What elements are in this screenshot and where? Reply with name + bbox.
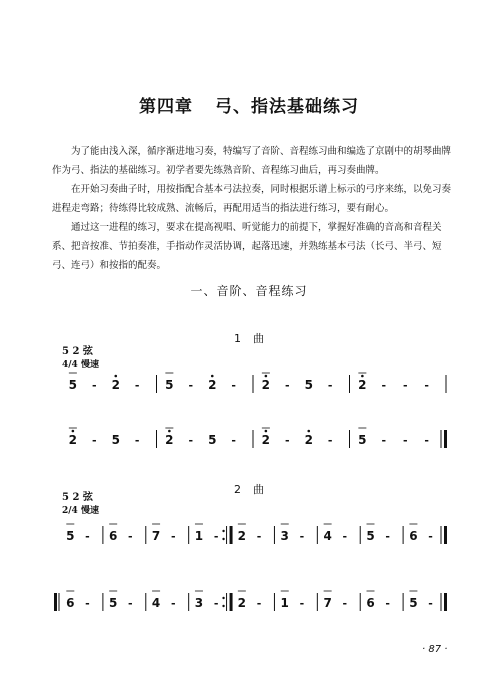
note: 2 bbox=[111, 378, 120, 392]
note: 2 bbox=[237, 596, 247, 610]
dash-sustain: - bbox=[424, 379, 429, 392]
note: 2 bbox=[358, 378, 367, 392]
chapter-number: 第四章 bbox=[139, 97, 193, 117]
note: 5 bbox=[304, 378, 313, 392]
repeat-start-thick bbox=[54, 593, 57, 611]
note: 4 bbox=[151, 596, 161, 610]
intro-paragraph-2-text: 在开始习奏曲子时，用按指配合基本弓法拉奏，同时根据乐谱上标示的弓序来练，以免习奏进程走弯路；待练得比较成熟、流畅后，再配用适当的指法进行练习，要有耐心。 bbox=[52, 184, 452, 214]
octave-dot bbox=[168, 430, 171, 433]
note: 5 bbox=[111, 433, 120, 447]
note: 5 bbox=[208, 433, 217, 447]
piece-2-score-row-2 bbox=[0, 585, 498, 621]
note: 5 bbox=[66, 529, 75, 543]
octave-dot bbox=[211, 375, 214, 378]
note: 2 bbox=[304, 433, 313, 447]
dash-sustain: - bbox=[92, 379, 97, 392]
piece-2-tempo: 2/4 慢速 bbox=[62, 506, 99, 516]
octave-dot bbox=[114, 375, 117, 378]
dash-sustain: - bbox=[381, 379, 387, 392]
dash-sustain: - bbox=[231, 434, 236, 447]
intro-paragraph-1-text: 为了能由浅入深，循序渐进地习奏，特编写了音阶、音程练习曲和编选了京剧中的胡琴曲牌作为弓、指法的基础练习。初学者要先练熟音阶、音程练习曲后，再习奏曲牌。 bbox=[52, 146, 452, 176]
dash-sustain: - bbox=[299, 530, 305, 543]
dash-sustain: - bbox=[134, 434, 140, 447]
dash-sustain: - bbox=[385, 597, 390, 610]
dash-sustain: - bbox=[381, 434, 387, 447]
chapter-heading: 弓、指法基础练习 bbox=[215, 97, 359, 117]
dash-sustain: - bbox=[85, 530, 90, 543]
note: 2 bbox=[261, 378, 271, 392]
dash-sustain: - bbox=[327, 379, 333, 392]
octave-dot bbox=[72, 430, 75, 433]
octave-dot bbox=[361, 375, 364, 378]
dash-sustain: - bbox=[170, 597, 176, 610]
dash-sustain: - bbox=[285, 379, 290, 392]
note: 6 bbox=[409, 529, 418, 543]
dash-sustain: - bbox=[299, 597, 305, 610]
dash-sustain: - bbox=[134, 379, 140, 392]
dash-sustain: - bbox=[85, 597, 90, 610]
piece-1-score-row-1 bbox=[0, 367, 498, 403]
dash-sustain: - bbox=[256, 597, 262, 610]
note: 2 bbox=[208, 378, 217, 392]
repeat-dot bbox=[222, 597, 224, 599]
note: 5 bbox=[366, 529, 375, 543]
octave-dot bbox=[307, 430, 310, 433]
note: 5 bbox=[409, 596, 418, 610]
final-barline-thick bbox=[444, 430, 447, 448]
note: 5 bbox=[165, 378, 174, 392]
final-barline-thick bbox=[444, 593, 447, 611]
repeat-dot bbox=[222, 530, 224, 532]
section-heading: 一、音阶、音程练习 bbox=[190, 284, 308, 298]
piece-1-score-row-2 bbox=[0, 422, 498, 458]
piece-2-score-row-1 bbox=[0, 518, 498, 554]
note: 7 bbox=[323, 596, 332, 610]
repeat-dot bbox=[222, 605, 224, 607]
dash-sustain: - bbox=[188, 379, 194, 392]
octave-dot bbox=[265, 375, 268, 378]
note: 1 bbox=[194, 529, 204, 543]
intro-paragraph-2 bbox=[52, 180, 460, 218]
dash-sustain: - bbox=[342, 597, 348, 610]
piece-2-number: 2 bbox=[234, 483, 241, 496]
dash-sustain: - bbox=[402, 434, 408, 447]
dash-sustain: - bbox=[428, 597, 433, 610]
note: 4 bbox=[323, 529, 332, 543]
dash-sustain: - bbox=[231, 379, 236, 392]
note: 3 bbox=[280, 529, 289, 543]
note: 5 bbox=[358, 433, 367, 447]
note: 6 bbox=[366, 596, 375, 610]
dash-sustain: - bbox=[327, 434, 333, 447]
dash-sustain: - bbox=[385, 530, 390, 543]
piece-1-key: 5 2 弦 bbox=[62, 346, 93, 357]
intro-paragraph-3-text: 通过这一进程的练习，要求在提高视唱、听觉能力的前提下，掌握好准确的音高和音程关系、把音按准、节拍奏准，手指动作灵活协调，起落迅速，并熟练基本弓法（长弓、半弓、短弓、连弓）和按指的配奏。 bbox=[52, 222, 442, 271]
dash-sustain: - bbox=[128, 597, 133, 610]
repeat-end-thick bbox=[230, 593, 233, 611]
repeat-dot bbox=[222, 538, 224, 540]
dash-sustain: - bbox=[188, 434, 194, 447]
final-barline-thick bbox=[444, 526, 447, 544]
note: 2 bbox=[237, 529, 247, 543]
dash-sustain: - bbox=[256, 530, 262, 543]
piece-1-label: 曲 bbox=[253, 332, 264, 345]
dash-sustain: - bbox=[428, 530, 433, 543]
dash-sustain: - bbox=[128, 530, 133, 543]
note: 2 bbox=[68, 433, 78, 447]
octave-dot bbox=[265, 430, 268, 433]
dash-sustain: - bbox=[213, 530, 219, 543]
note: 7 bbox=[151, 529, 161, 543]
piece-1-number: 1 bbox=[234, 332, 241, 345]
note: 3 bbox=[194, 596, 204, 610]
note: 6 bbox=[66, 596, 75, 610]
piece-2-label: 曲 bbox=[253, 483, 264, 496]
dash-sustain: - bbox=[342, 530, 348, 543]
dash-sustain: - bbox=[402, 379, 408, 392]
note: 2 bbox=[165, 433, 174, 447]
dash-sustain: - bbox=[170, 530, 176, 543]
dash-sustain: - bbox=[285, 434, 290, 447]
page-number: · 87 · bbox=[422, 644, 448, 655]
note: 6 bbox=[109, 529, 118, 543]
piece-1-tempo: 4/4 慢速 bbox=[62, 360, 99, 370]
repeat-end-thick bbox=[230, 526, 233, 544]
note: 2 bbox=[261, 433, 271, 447]
note: 5 bbox=[68, 378, 78, 392]
note: 1 bbox=[280, 596, 289, 610]
piece-2-key: 5 2 弦 bbox=[62, 492, 93, 503]
dash-sustain: - bbox=[92, 434, 97, 447]
intro-paragraph-3 bbox=[52, 218, 460, 275]
dash-sustain: - bbox=[213, 597, 219, 610]
note: 5 bbox=[109, 596, 118, 610]
intro-paragraph-1 bbox=[52, 142, 460, 180]
chapter-title bbox=[0, 92, 498, 117]
dash-sustain: - bbox=[424, 434, 429, 447]
